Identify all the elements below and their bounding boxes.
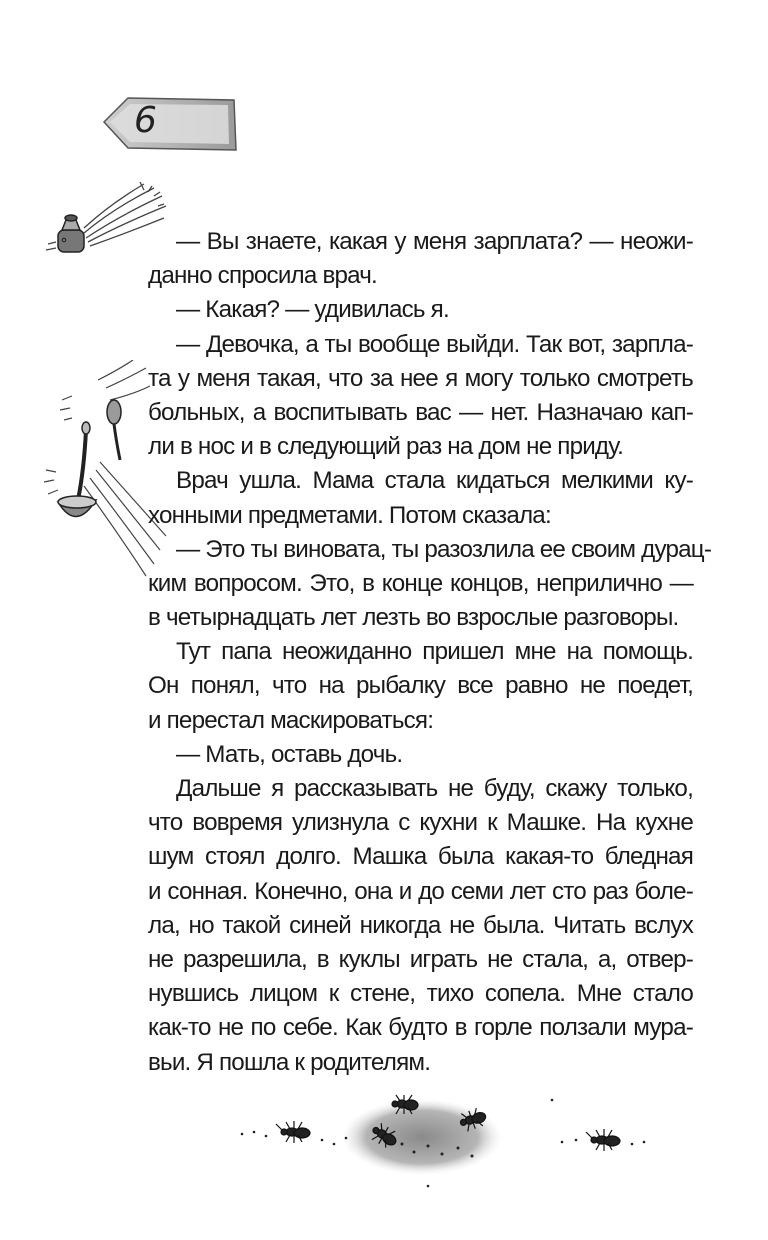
- text-line: больных, а воспитывать вас — нет. Назначаю кап-: [148, 398, 693, 426]
- text-line: и сонная. Конечно, она и до семи лет сто раз боле-: [148, 877, 693, 905]
- text-line: вьи. Я пошла к родителям.: [148, 1048, 431, 1076]
- text-line: шум стоял долго. Машка была какая-то бледная: [148, 843, 693, 871]
- text-line: Дальше я рассказывать не буду, скажу только,: [176, 775, 693, 802]
- text-line: — Девочка, а ты вообще выйди. Так вот, зарпла-: [176, 330, 693, 358]
- text-line: — Какая? — удивилась я.: [176, 296, 449, 324]
- text-line: ли в нос и в следующий раз на дом не приду.: [148, 433, 624, 461]
- ants-illustration-icon: [232, 1082, 652, 1192]
- text-line: Врач ушла. Мама стала кидаться мелкими ку-: [176, 467, 693, 495]
- text-line: Он понял, что на рыбалку все равно не поедет,: [148, 672, 693, 700]
- text-line: Тут папа неожиданно пришел мне на помощь.: [176, 638, 693, 666]
- text-line: как-то не по себе. Как будто в горле ползали мура-: [148, 1014, 693, 1042]
- text-line: и перестал маскироваться:: [148, 706, 434, 734]
- text-line: ла, но такой синей никогда не была. Читать вслух: [148, 911, 693, 939]
- text-line: хонными предметами. Потом сказала:: [148, 501, 551, 529]
- text-line: та у меня такая, что за нее я могу только смотреть: [148, 364, 693, 392]
- text-line: — Это ты виновата, ты разозлила ее своим дурац-: [176, 535, 712, 563]
- text-line: в четырнадцать лет лезть во взрослые разговоры.: [148, 604, 679, 632]
- text-line: — Вы знаете, какая у меня зарплата? — неожи-: [176, 228, 693, 255]
- text-line: данно спросила врач.: [148, 262, 377, 290]
- text-line: ким вопросом. Это, в конце концов, неприлично —: [148, 569, 693, 597]
- body-text: [148, 225, 712, 1080]
- text-line: что вовремя улизнула с кухни к Машке. На кухне: [148, 809, 693, 837]
- text-line: нувшись лицом к стене, тихо сопела. Мне стало: [148, 980, 693, 1008]
- page-number-tag: [100, 92, 240, 156]
- text-line: — Мать, оставь дочь.: [176, 740, 403, 768]
- text-line: не разрешила, в куклы играть не стала, а, отвер-: [148, 945, 693, 973]
- tag-shape-icon: [100, 92, 240, 156]
- page-number: 6: [134, 100, 157, 141]
